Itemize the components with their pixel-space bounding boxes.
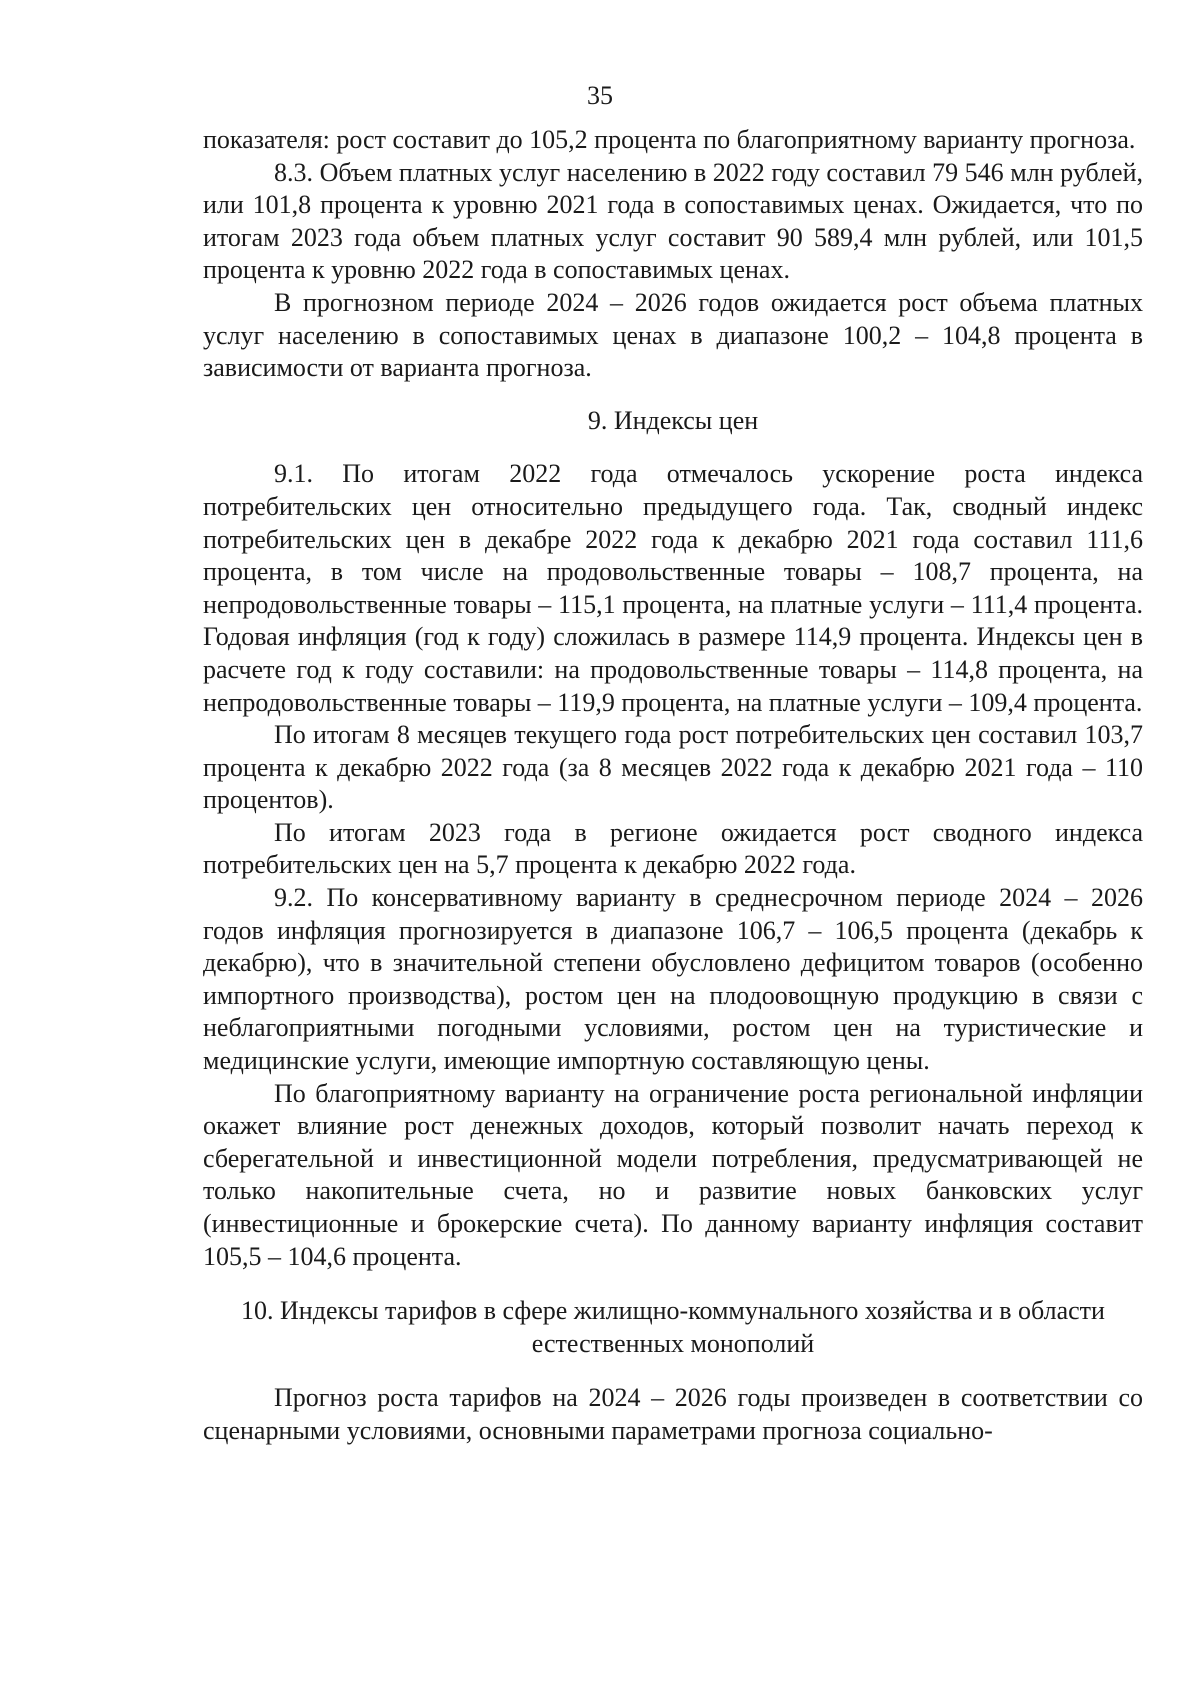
paragraph-9-1: 9.1. По итогам 2022 года отмечалось ускорение роста индекса потребительских цен относительно предыдущего года. Так, сводный индекс потребительских цен в декабре 2022 года к декабрю 2021 года составил 111,6 процента, в том числе на продовольственные товары – 108,7 процента, на непродовольственные товары – 115,1 процента, на платные услуги – 111,4 процента. Годовая инфляция (год к году) сложилась в размере 114,9 процента. Индексы цен в расчете год к году составили: на продовольственные товары – 114,8 процента, на непродовольственные товары – 119,9 процента, на платные услуги – 109,4 процента. — [203, 459, 1143, 717]
section-heading-tariff-indices — [203, 1295, 1143, 1360]
paragraph-continuation: показателя: рост составит до 105,2 процента по благоприятному варианту прогноза. — [203, 125, 1136, 154]
heading-line-1: 10. Индексы тарифов в сфере жилищно-коммунального хозяйства и в области — [241, 1296, 1105, 1326]
paragraph-forecast-period: В прогнозном периоде 2024 – 2026 годов ожидается рост объема платных услуг населению в сопоставимых ценах в диапазоне 100,2 – 104,8 процента в зависимости от варианта прогноза. — [203, 287, 1143, 383]
paragraph-favorable-variant: По благоприятному варианту на ограничение роста региональной инфляции окажет влияние рост денежных доходов, который позволит начать переход к сберегательной и инвестиционной модели потребления, предусматривающей не только накопительные счета, но и развитие новых банковских услуг (инвестиционные и брокерские счета). По данному варианту инфляция составит 105,5 – 104,6 процента. — [203, 1078, 1143, 1271]
paragraph-8-months: По итогам 8 месяцев текущего года рост потребительских цен составил 103,7 процента к декабрю 2022 года (за 8 месяцев 2022 года к декабрю 2021 года – 110 процентов). — [203, 720, 1143, 815]
paragraph-8-3: 8.3. Объем платных услуг населению в 2022 году составил 79 546 млн рублей, или 101,8 процента к уровню 2021 года в сопоставимых ценах. Ожидается, что по итогам 2023 года объем платных услуг составит 90 589,4 млн рублей, или 101,5 процента к уровню 2022 года в сопоставимых ценах. — [203, 157, 1143, 285]
paragraph-tariff-forecast: Прогноз роста тарифов на 2024 – 2026 годы произведен в соответствии со сценарными условиями, основными параметрами прогноза социально- — [203, 1383, 1143, 1445]
page-number: 35 — [587, 81, 613, 110]
paragraph-2023-expectation: По итогам 2023 года в регионе ожидается рост сводного индекса потребительских цен на 5,7 процента к декабрю 2022 года. — [203, 817, 1143, 880]
section-heading-price-indices: 9. Индексы цен — [587, 405, 759, 435]
page-body — [203, 124, 1143, 1448]
heading-line-2: естественных монополий — [531, 1328, 815, 1358]
paragraph-9-2: 9.2. По консервативному варианту в среднесрочном периоде 2024 – 2026 годов инфляция прогнозируется в диапазоне 106,7 – 106,5 процента (декабрь к декабрю), что в значительной степени обусловлено дефицитом товаров (особенно импортного производства), ростом цен на плодоовощную продукцию в связи с неблагоприятными погодными условиями, ростом цен на туристические и медицинские услуги, имеющие импортную составляющую цены. — [203, 883, 1143, 1076]
